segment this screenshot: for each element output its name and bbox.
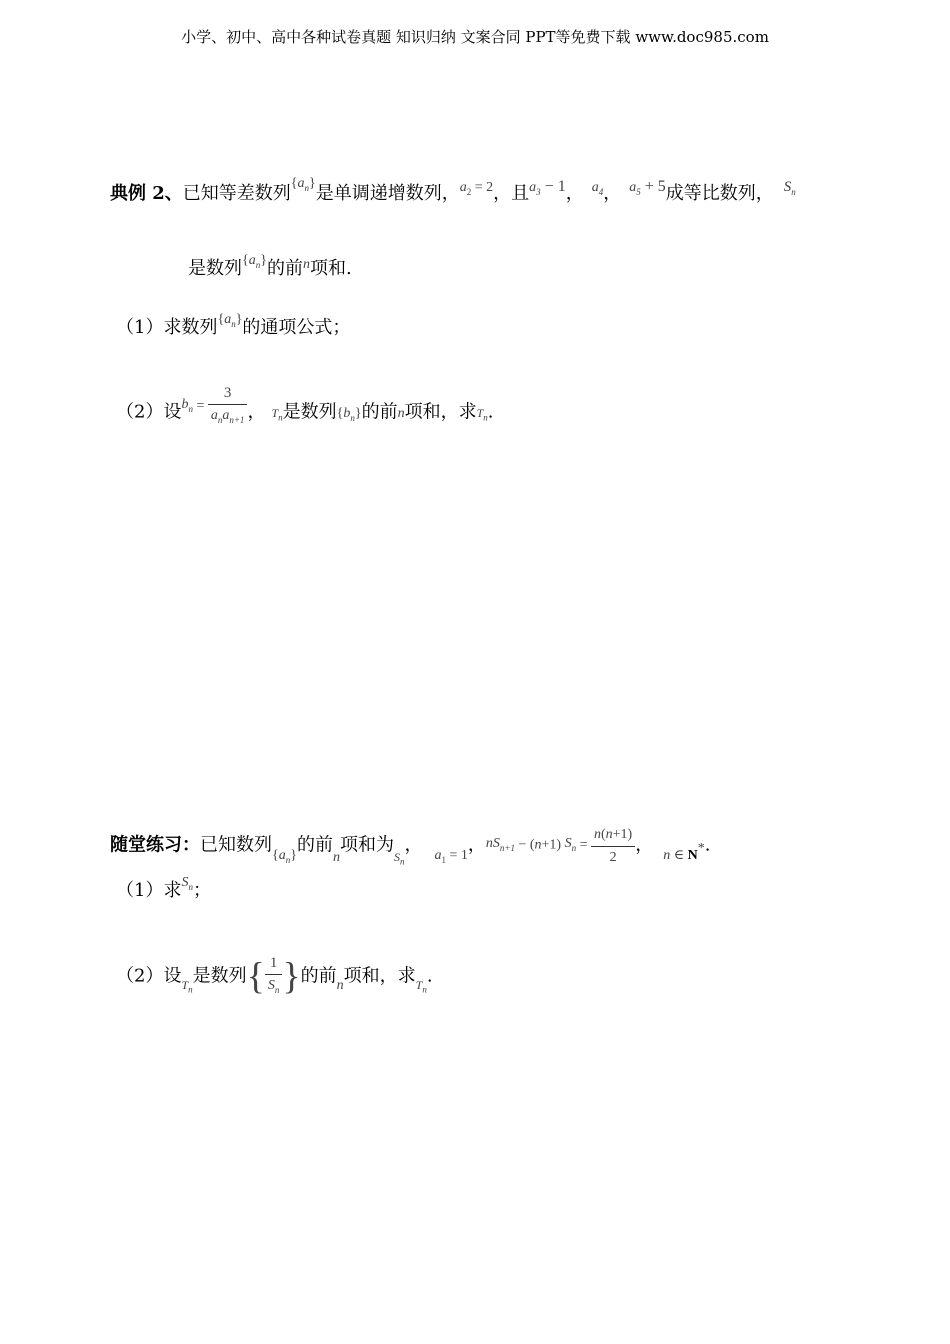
text: 是数列 [282,401,337,423]
text: 项和为 [339,834,394,856]
math-n-in-N: n ∈ N* [663,840,705,863]
text: 的通项公式； [242,317,351,338]
math-seq-an: $\{a_n\}$ [242,253,267,270]
text: 设 [163,401,182,423]
text: 是数列 [192,965,247,987]
question-number: （1） [116,317,164,338]
question-number: （2） [116,401,164,423]
text: ， [404,834,423,856]
math-a1-eq-1: $a_1 = 1$ [434,847,468,865]
math-n: n [302,257,310,272]
practice-line1 [110,822,710,869]
example2-label: 典例 2、 [110,183,183,204]
text: ， [467,834,486,856]
text: ， [635,834,654,856]
question-number: （1） [116,880,164,901]
text: . [704,834,711,856]
text: 已知数列 [200,834,272,856]
text: ， [565,183,584,204]
text: 项和. [309,258,352,279]
math-a3-minus-1: $a_3 - 1$ [529,178,566,197]
text: 的前 [300,965,337,987]
text: 的前 [296,834,333,856]
text: 的前 [361,401,398,423]
example2-question1 [116,312,351,345]
page-header: 小学、初中、高中各种试卷真题 知识归纳 文案合同 PPT等免费下载 www.doc985.com [181,28,769,46]
math-a2-eq-2: $a_2 = 2$ [459,180,494,197]
text: 求 [163,880,182,901]
text: 是单调递增数列， [315,183,460,204]
math-seq-an: $\{a_n\}$ [290,176,316,193]
text: ，且 [493,183,530,204]
text: ； [192,880,211,901]
math-bn-formula: $b_n$ = $\frac{3}{a_na_{n+1}}$ [181,382,247,431]
math-seq-1-over-Sn: { $\frac{1}{S_n}$ } [247,952,301,1001]
text: . [487,401,494,423]
math-Tn: $T_n$ [271,406,283,423]
text: 已知等差数列 [182,183,291,204]
example2-line2 [188,253,352,286]
math-recurrence: $nS_{n+1} - (n+1) S_n$ = $\frac{n(n+1)}{2}$ [486,822,635,869]
text: ， [603,183,622,204]
text: 求数列 [163,317,218,338]
question-number: （2） [116,965,164,987]
example2-question2 [116,385,494,437]
example2-line1 [110,176,796,211]
practice-label: 随堂练习： [110,834,200,856]
math-n: n [332,849,340,865]
text: ， [247,401,266,423]
math-Sn: $S_n$ [181,875,193,892]
text: 的前 [266,258,303,279]
text: . [426,965,433,987]
practice-question2 [116,952,433,1001]
math-n: n [336,978,344,994]
math-Sn: $S_n$ [393,849,405,866]
math-Sn: $S_n$ [783,179,796,197]
math-n: n [397,406,405,422]
math-a5-plus-5: $a_5 + 5$ [629,178,666,197]
text: 设 [163,965,182,987]
text: 是数列 [188,258,242,279]
math-a4: $a_4$ [591,180,604,197]
math-seq-an: $\{a_n\}$ [217,312,243,329]
text: 项和，求 [404,401,477,423]
text: 项和，求 [343,965,416,987]
practice-question1 [116,875,211,908]
math-seq-bn: $\{b_n\}$ [336,406,362,424]
text: 成等比数列， [665,183,774,204]
math-seq-an: $\{a_n\}$ [272,847,297,865]
math-Tn: $T_n$ [181,978,193,995]
math-Tn: $T_n$ [476,406,488,423]
math-Tn: $T_n$ [415,978,427,995]
